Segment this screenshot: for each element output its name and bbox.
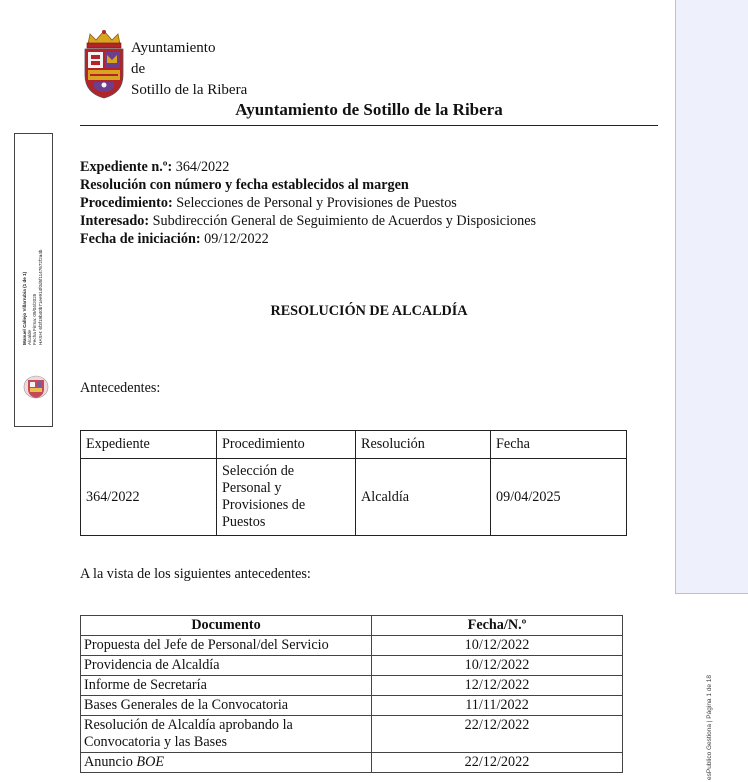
cell-fecha: 09/04/2025	[491, 459, 627, 536]
org-line-3: Sotillo de la Ribera	[131, 82, 248, 98]
table-header-row	[81, 431, 627, 459]
expediente-value: 364/2022	[172, 159, 230, 175]
org-name-block	[131, 38, 247, 101]
doc-italic: BOE	[136, 754, 165, 770]
signer-name: Manuel Callejo Villarrubia (1 de 1)	[22, 271, 27, 345]
interesado-value: Subdirección General de Seguimiento de Acuerdos y Disposiciones	[149, 213, 537, 229]
cell-documento: Providencia de Alcaldía	[81, 656, 372, 676]
org-line-2: de	[131, 61, 146, 77]
signature-text	[22, 250, 43, 345]
cell-fecha: 22/12/2022	[372, 716, 623, 753]
signer-role: Alcalde	[27, 329, 33, 345]
file-metadata	[80, 158, 536, 248]
table-row	[81, 636, 623, 656]
cell-documento: Informe de Secretaría	[81, 676, 372, 696]
table-row	[81, 716, 623, 753]
table-row	[81, 696, 623, 716]
col-procedimiento: Procedimiento	[217, 431, 356, 459]
antecedentes-table	[80, 430, 627, 536]
table-row	[81, 753, 623, 773]
col-expediente: Expediente	[81, 431, 217, 459]
signature-date: Fecha Firma: 09/04/2025	[32, 293, 38, 345]
procedimiento-value: Selecciones de Personal y Provisiones de Puestos	[172, 195, 457, 211]
seal-icon	[20, 374, 52, 400]
resolution-title: RESOLUCIÓN DE ALCALDÍA	[270, 303, 468, 319]
fecha-line	[80, 230, 536, 248]
cell-documento: Propuesta del Jefe de Personal/del Servicio	[81, 636, 372, 656]
cell-procedimiento-line: Provisiones de	[222, 497, 306, 513]
expediente-line	[80, 158, 536, 176]
header-divider	[80, 125, 658, 126]
doc-prefix: Anuncio	[84, 754, 137, 770]
col-resolucion: Resolución	[356, 431, 491, 459]
interesado-label: Interesado:	[80, 213, 150, 229]
cell-resolucion: Alcaldía	[356, 459, 491, 536]
cell-documento-line: Resolución de Alcaldía aprobando la	[84, 717, 293, 733]
col-fecha: Fecha	[491, 431, 627, 459]
cell-fecha: 10/12/2022	[372, 656, 623, 676]
interesado-line	[80, 212, 536, 230]
cell-fecha: 11/11/2022	[372, 696, 623, 716]
procedimiento-label: Procedimiento:	[80, 195, 173, 211]
table-row	[81, 676, 623, 696]
fecha-label: Fecha de iniciación:	[80, 231, 201, 247]
cell-documento: Bases Generales de la Convocatoria	[81, 696, 372, 716]
cell-procedimiento-line: Personal y	[222, 480, 282, 496]
expediente-label: Expediente n.º:	[80, 159, 173, 175]
signature-hash: HASH: 6f3f19b40b71ee914f0d5f1147672f2a4b	[37, 249, 43, 345]
side-panel	[675, 0, 748, 594]
table-row	[81, 656, 623, 676]
cell-procedimiento	[217, 459, 356, 536]
cell-documento	[81, 716, 372, 753]
antecedentes-label: Antecedentes:	[80, 380, 161, 396]
cell-expediente: 364/2022	[81, 459, 217, 536]
cell-fecha: 12/12/2022	[372, 676, 623, 696]
page-title: Ayuntamiento de Sotillo de la Ribera	[235, 100, 503, 119]
cell-fecha: 10/12/2022	[372, 636, 623, 656]
table-header-row	[81, 616, 623, 636]
org-line-1: Ayuntamiento	[131, 40, 216, 56]
cell-documento	[81, 753, 372, 773]
resolucion-line: Resolución con número y fecha establecidos al margen	[80, 177, 409, 193]
col-fecha-num: Fecha/N.º	[372, 616, 623, 636]
cell-procedimiento-line: Selección de	[222, 463, 295, 479]
procedimiento-line	[80, 194, 536, 212]
col-documento: Documento	[81, 616, 372, 636]
footer-page-indicator: esPublico Gestiona | Página 1 de 18	[706, 674, 713, 780]
fecha-value: 09/12/2022	[200, 231, 269, 247]
cell-documento-line: Convocatoria y las Bases	[84, 734, 228, 750]
table-row	[81, 459, 627, 536]
cell-procedimiento-line: Puestos	[222, 514, 266, 530]
crest-logo-icon	[80, 28, 128, 100]
documents-table	[80, 615, 623, 773]
vista-text: A la vista de los siguientes antecedentes:	[80, 566, 311, 582]
cell-fecha: 22/12/2022	[372, 753, 623, 773]
